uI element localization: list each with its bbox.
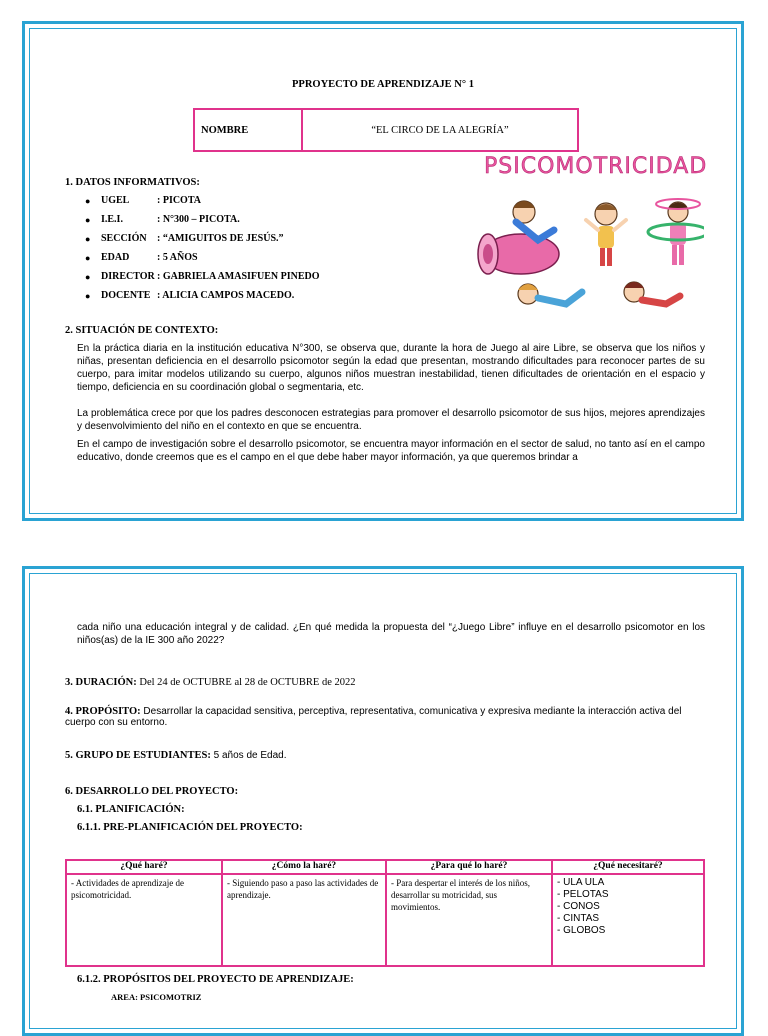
pre-planning-table xyxy=(65,859,705,967)
section-6-heading: 6. DESARROLLO DEL PROYECTO: xyxy=(65,786,239,797)
table-header: ¿Qué haré? xyxy=(66,860,222,874)
table-header: ¿Qué necesitaré? xyxy=(552,860,704,874)
name-label: NOMBRE xyxy=(195,110,303,150)
list-item: ● SECCIÓN : “AMIGUITOS DE JESÚS.” xyxy=(85,233,284,244)
context-paragraph-2: La problemática crece por que los padres desconocen estrategias para promover el desarrollo psicomotor de sus hijos, mejores aprendizajes y desenvolvimiento del niño en el contexto en que se encuentra. xyxy=(77,408,705,432)
name-value: “EL CIRCO DE LA ALEGRÍA” xyxy=(371,124,509,136)
list-item: ● I.E.I. : N°300 – PICOTA. xyxy=(85,214,240,225)
section-6-1-heading: 6.1. PLANIFICACIÓN: xyxy=(77,804,185,815)
project-title: PPROYECTO DE APRENDIZAJE N° 1 xyxy=(292,79,474,90)
table-row xyxy=(66,874,704,966)
group-value: 5 años de Edad. xyxy=(210,750,287,761)
hula-hoop-child-icon xyxy=(648,199,704,265)
purpose-label: 4. PROPÓSITO: xyxy=(65,706,141,717)
bullet-icon: ● xyxy=(85,195,91,206)
table-cell: - Actividades de aprendizaje de psicomotricidad. xyxy=(66,874,222,966)
duration-label: 3. DURACIÓN: xyxy=(65,677,137,688)
purpose-value: Desarrollar la capacidad sensitiva, perceptiva, representativa, comunicativa y expresiva mediante la interacción activa del cuerpo con su entorno. xyxy=(65,706,682,728)
group-label: 5. GRUPO DE ESTUDIANTES: xyxy=(65,750,211,761)
table-cell: - Siguiendo paso a paso las actividades de aprendizaje. xyxy=(222,874,386,966)
table-header: ¿Cómo la haré? xyxy=(222,860,386,874)
area-label: AREA: PSICOMOTRIZ xyxy=(111,992,202,1002)
materials-cell xyxy=(552,874,704,966)
section-1-heading: 1. DATOS INFORMATIVOS: xyxy=(65,177,200,188)
roller-icon xyxy=(478,234,559,274)
context-paragraph-3: En el campo de investigación sobre el desarrollo psicomotor, se encuentra mayor información en el sector de salud, no tanto así en el campo educativo, donde creemos que es el campo en el que debe haber mayor información, ya que queremos brindar a xyxy=(77,439,705,463)
bullet-icon: ● xyxy=(85,252,91,263)
duration-value: Del 24 de OCTUBRE al 28 de OCTUBRE de 2022 xyxy=(136,677,356,688)
list-item: ● DOCENTE : ALICIA CAMPOS MACEDO. xyxy=(85,290,295,301)
document-page-2 xyxy=(22,566,744,1036)
section-6-1-2-heading: 6.1.2. PROPÓSITOS DEL PROYECTO DE APRENDIZAJE: xyxy=(77,974,354,985)
list-item: - PELOTAS xyxy=(557,889,609,900)
bullet-icon: ● xyxy=(85,271,91,282)
list-item: - GLOBOS xyxy=(557,925,606,936)
data-list xyxy=(85,191,320,305)
list-item: - ULA ULA xyxy=(557,877,605,888)
table-header-row xyxy=(66,860,704,874)
section-6-1-1-heading: 6.1.1. PRE-PLANIFICACIÓN DEL PROYECTO: xyxy=(77,822,303,833)
purpose-line xyxy=(65,706,705,728)
list-item: ● DIRECTOR : GABRIELA AMASIFUEN PINEDO xyxy=(85,271,320,282)
table-cell: - Para despertar el interés de los niños, desarrollar su motricidad, sus movimientos. xyxy=(386,874,552,966)
bullet-icon: ● xyxy=(85,233,91,244)
illustration-title: PSICOMOTRICIDAD xyxy=(484,154,708,179)
bullet-icon: ● xyxy=(85,214,91,225)
standing-child-icon xyxy=(586,203,626,266)
lying-child-icon xyxy=(624,282,680,304)
list-item: ● UGEL : PICOTA xyxy=(85,195,201,206)
bullet-icon: ● xyxy=(85,290,91,301)
table-header: ¿Para qué lo haré? xyxy=(386,860,552,874)
document-page-1 xyxy=(22,21,744,521)
children-playing-illustration xyxy=(466,154,704,322)
group-line xyxy=(65,750,286,761)
list-item: - CINTAS xyxy=(557,913,600,924)
list-item: ● EDAD : 5 AÑOS xyxy=(85,252,198,263)
duration-line xyxy=(65,677,355,688)
context-paragraph-1: En la práctica diaria en la institución educativa N°300, se observa que, durante la hora de Juego al aire Libre, se observa que los niños y niñas, presentan deficiencia en el desarrollo psicomotor según la edad que presentan, mostrando dificultades para reconocer partes de su cuerpo, para imitar modelos utilizando su cuerpo, algunos niños muestran inestabilidad, tienen dificultades de orientación en el espacio y tiempo, deficiencia en su coordinación global o segmentaria, etc. xyxy=(77,343,705,393)
list-item: - CONOS xyxy=(557,901,600,912)
name-box xyxy=(193,108,579,152)
section-2-heading: 2. SITUACIÓN DE CONTEXTO: xyxy=(65,325,219,336)
continuation-paragraph: cada niño una educación integral y de calidad. ¿En qué medida la propuesta del “¿Juego Libre” influye en el desarrollo psicomotor en los niños(as) de la IE 300 año 2022? xyxy=(77,622,705,646)
sitting-child-icon xyxy=(518,284,582,304)
psychomotor-illustration xyxy=(466,154,708,322)
